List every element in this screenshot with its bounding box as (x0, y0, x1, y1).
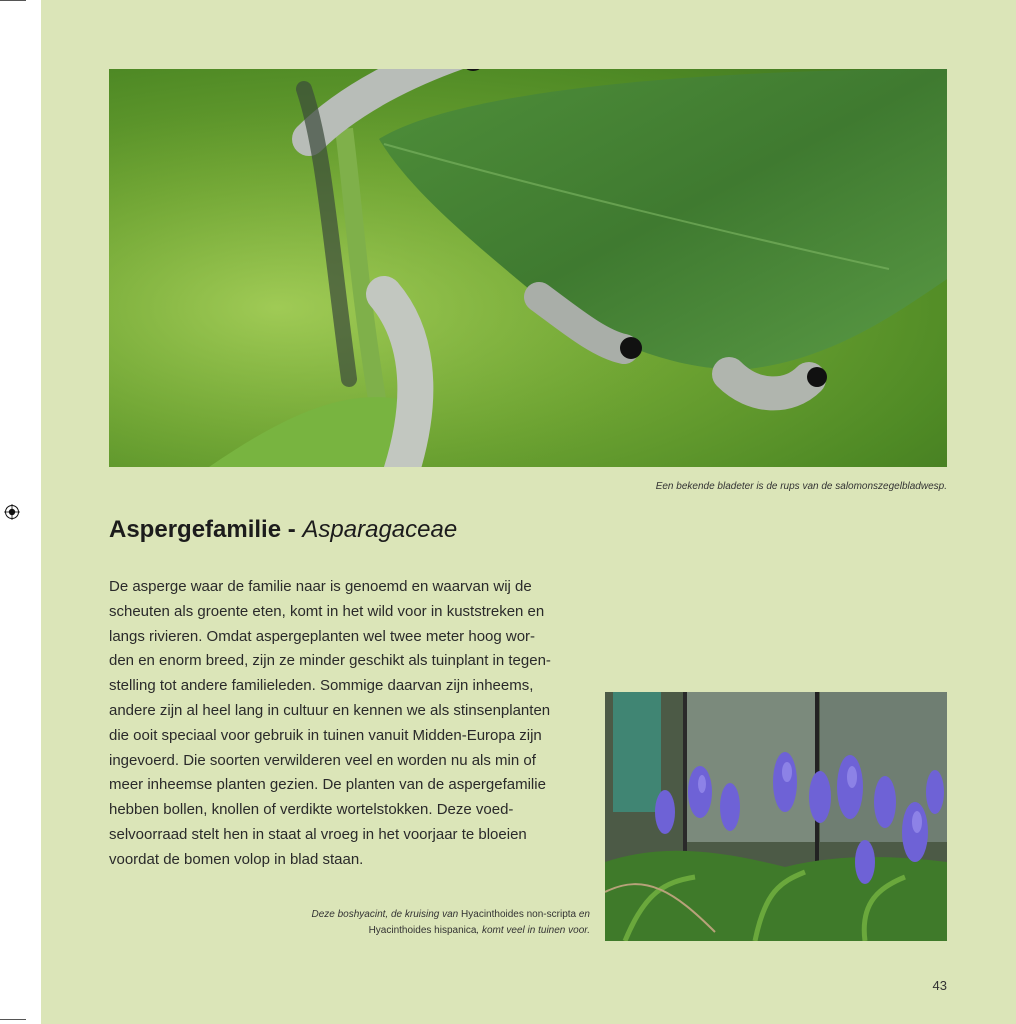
family-name: Aspergefamilie (109, 516, 282, 543)
body-line: meer inheemse planten gezien. De planten van de aspergefamilie (109, 776, 546, 794)
family-latin-name: Asparagaceae (302, 516, 458, 543)
body-line: den en enorm breed, zijn ze minder geschikt als tuinplant in tegen- (109, 652, 551, 670)
crop-mark-top (0, 0, 26, 1)
bottom-photo-caption (230, 907, 590, 939)
body-line: andere zijn al heel lang in cultuur en kennen we als stinsenplanten (109, 701, 551, 719)
body-line: scheuten als groente eten, komt in het wild voor in kuststreken en (109, 602, 545, 620)
body-line: hebben bollen, knollen of verdikte wortelstokken. Deze voed- (109, 801, 514, 819)
body-line: die ooit speciaal voor gebruik in tuinen vanuit Midden-Europa zijn (109, 726, 542, 744)
body-line: selvoorraad stelt hen in staat al vroeg in het voorjaar te bloeien (109, 825, 527, 843)
section-heading (109, 516, 457, 544)
body-paragraph (109, 575, 584, 873)
body-line: De asperge waar de familie naar is genoemd en waarvan wij de (109, 578, 532, 595)
caption-text: en (576, 909, 590, 920)
page-number: 43 (932, 978, 947, 993)
latin-name: Hyacinthoides hispanica (368, 925, 477, 936)
body-line: ingevoerd. Die soorten verwilderen veel en worden nu als min of (109, 751, 536, 769)
heading-separator: - (281, 516, 303, 543)
caption-text: Deze boshyacint, de kruising van (311, 909, 462, 920)
body-line: langs rivieren. Omdat aspergeplanten wel twee meter hoog wor- (109, 627, 536, 645)
caption-text: , komt veel in tuinen voor. (476, 925, 590, 936)
body-line: voordat de bomen volop in blad staan. (109, 850, 364, 868)
crop-mark-bottom (0, 1019, 26, 1020)
latin-name: Hyacinthoides non-scripta (461, 909, 577, 920)
registration-mark-icon (4, 504, 20, 520)
body-line: stelling tot andere familieleden. Sommige daarvan zijn inheems, (109, 677, 534, 695)
top-photo-caption: Een bekende bladeter is de rups van de salomonszegelbladwesp. (655, 481, 947, 492)
sawfly-larvae-photo (109, 69, 947, 467)
bluebell-photo (605, 692, 947, 941)
